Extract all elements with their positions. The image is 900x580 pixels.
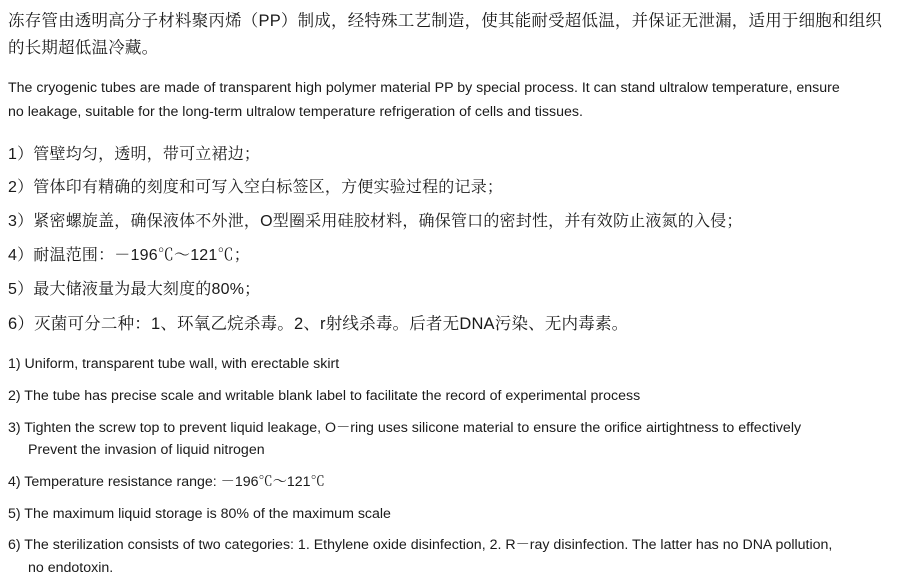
list-item-text: 2) The tube has precise scale and writable blank label to facilitate the record of experimental process — [8, 387, 641, 404]
list-item-text: 4) Temperature resistance range: －196℃～121℃ — [8, 473, 325, 490]
list-item: 2）管体印有精确的刻度和可写入空白标签区，方便实验过程的记录； — [8, 179, 504, 197]
list-item-continuation: Prevent the invasion of liquid nitrogen — [28, 442, 265, 459]
list-item-text: 5) The maximum liquid storage is 80% of the maximum scale — [8, 505, 391, 522]
list-item-text: 1) Uniform, transparent tube wall, with erectable skirt — [8, 356, 340, 373]
english-feature-list — [8, 353, 886, 580]
list-item: 4）耐温范围：－196℃～121℃； — [8, 246, 250, 264]
list-item — [8, 471, 868, 494]
list-item — [8, 353, 868, 376]
english-intro-paragraph: The cryogenic tubes are made of transparent high polymer material PP by special process. It can stand ultralow temperature, ensure no leakage, suitable for the long-term ultralow temperature refrigeration of cells and tissues. — [8, 80, 840, 120]
list-item: 5）最大储液量为最大刻度的80%； — [8, 280, 261, 298]
list-item: 3）紧密螺旋盖，确保液体不外泄，O型圈采用硅胶材料，确保管口的密封性，并有效防止液氮的入侵； — [8, 213, 743, 231]
list-item — [8, 417, 868, 462]
list-item: 6）灭菌可分二种：1、环氧乙烷杀毒。2、r射线杀毒。后者无DNA污染、无内毒素。 — [8, 314, 629, 333]
list-item: 1）管壁均匀，透明，带可立裙边； — [8, 145, 261, 163]
list-item — [8, 503, 868, 526]
list-item — [8, 534, 868, 579]
chinese-intro-paragraph: 冻存管由透明高分子材料聚丙烯（PP）制成，经特殊工艺制造，使其能耐受超低温，并保证无泄漏，适用于细胞和组织的长期超低温冷藏。 — [8, 12, 883, 57]
chinese-feature-list — [8, 143, 886, 338]
list-item-text: 6) The sterilization consists of two categories: 1. Ethylene oxide disinfection, 2. R－ray disinfection. The latter has no DNA pollution, — [8, 537, 833, 554]
list-item-text: 3) Tighten the screw top to prevent liquid leakage, O－ring uses silicone material to ensure the orifice airtightness to effectively — [8, 419, 802, 436]
list-item-continuation: no endotoxin. — [28, 560, 114, 577]
list-item — [8, 385, 868, 408]
